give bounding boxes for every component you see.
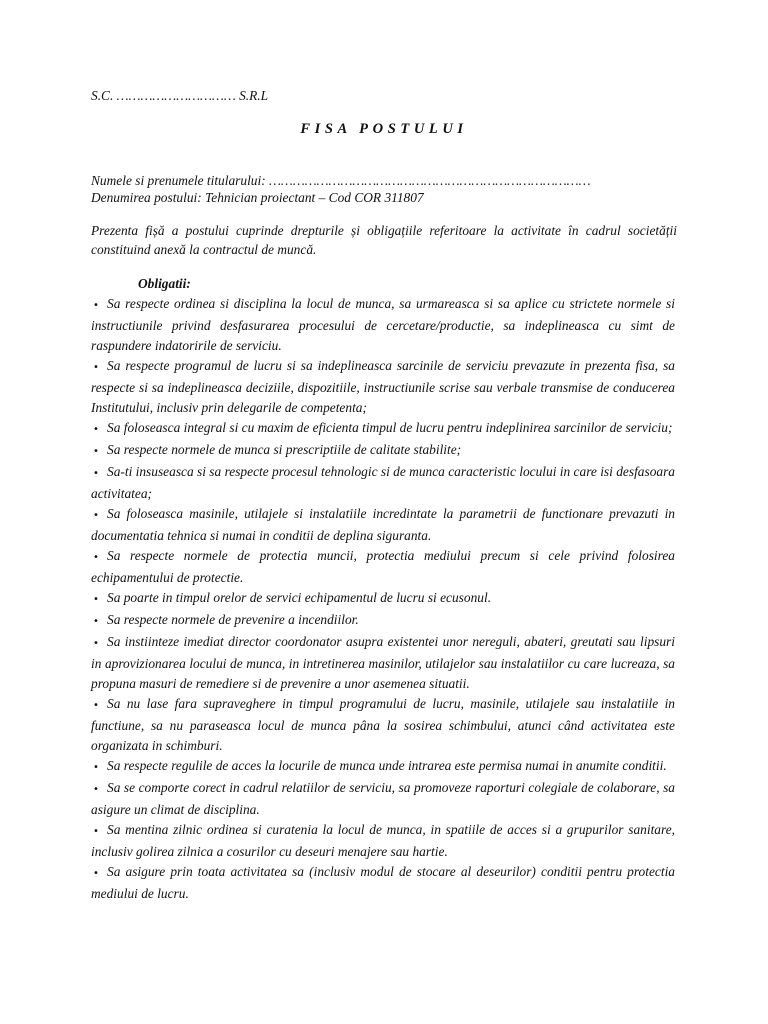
obligations-heading: Obligatii: (138, 276, 191, 291)
obligation-text: Sa respecte normele de protectia muncii, protectia mediului precum si cele privind folosirea echipamentului de protectie. (91, 548, 675, 585)
bullet-icon: • (93, 468, 99, 479)
bullet-icon: • (93, 700, 99, 711)
job-info (91, 172, 677, 206)
obligation-text: Sa instiinteze imediat director coordonator asupra existentei unor nereguli, abateri, greutati sau lipsuri in aprovizionarea locului de munca, in intretinerea masinilor, utilajelor sau instalatiilor cu care lucreaza, sa propuna masuri de remediere si de prevenire a unor asemenea situatii. (91, 634, 675, 691)
obligation-item (91, 610, 675, 632)
obligation-item (91, 694, 675, 756)
bullet-icon: • (93, 868, 99, 879)
bullet-icon: • (93, 594, 99, 605)
obligation-text: Sa respecte normele de prevenire a incendiilor. (107, 612, 359, 627)
bullet-icon: • (93, 446, 99, 457)
obligations-list (91, 294, 675, 904)
bullet-icon: • (93, 362, 99, 373)
bullet-icon: • (93, 762, 99, 773)
obligation-item (91, 356, 675, 418)
obligation-text: Sa respecte programul de lucru si sa indeplineasca sarcinile de serviciu prevazute in prezenta fisa, sa respecte si sa indeplineasca deciziile, dispozitiile, instructiunile scrise sau verbale transmise de conducerea Institutului, inclusiv prin delegarile de competenta; (91, 358, 675, 415)
obligation-item (91, 820, 675, 862)
obligation-item (91, 632, 675, 694)
obligation-item (91, 862, 675, 904)
obligation-text: Sa respecte regulile de acces la locurile de munca unde intrarea este permisa numai in anumite conditii. (107, 758, 667, 773)
obligation-item (91, 462, 675, 504)
obligation-text: Sa respecte ordinea si disciplina la locul de munca, sa urmareasca si sa aplice cu strictete normele si instructiunile privind desfasurarea procesului de cercetare/productie, sa indeplineasca cu simt de raspundere indatoririle de serviciu. (91, 296, 675, 353)
obligation-text: Sa se comporte corect in cadrul relatiilor de serviciu, sa promoveze raporturi colegiale de colaborare, sa asigure un climat de disciplina. (91, 780, 675, 817)
bullet-icon: • (93, 424, 99, 435)
bullet-icon: • (93, 300, 99, 311)
obligation-item (91, 294, 675, 356)
bullet-icon: • (93, 826, 99, 837)
bullet-icon: • (93, 552, 99, 563)
bullet-icon: • (93, 638, 99, 649)
intro-paragraph: Prezenta fișă a postului cuprinde drepturile și obligațiile referitoare la activitate în cadrul societății constituind anexă la contractul de muncă. (91, 223, 677, 257)
obligation-item (91, 440, 675, 462)
job-title-field: Denumirea postului: Tehnician proiectant – Cod COR 311807 (91, 190, 424, 205)
obligation-text: Sa asigure prin toata activitatea sa (inclusiv modul de stocare al deseurilor) conditii pentru protectia mediului de lucru. (91, 864, 675, 901)
obligation-item (91, 778, 675, 820)
bullet-icon: • (93, 616, 99, 627)
bullet-icon: • (93, 784, 99, 795)
obligation-text: Sa nu lase fara supraveghere in timpul programului de lucru, masinile, utilajele sau instalatiile in functiune, sa nu paraseasca locul de munca pâna la sosirea schimbului, atunci când activitatea este organizata in schimburi. (91, 696, 675, 753)
obligation-text: Sa mentina zilnic ordinea si curatenia la locul de munca, in spatiile de acces si a grupurilor sanitare, inclusiv golirea zilnica a cosurilor cu deseuri menajere sau hartie. (91, 822, 675, 859)
obligation-item (91, 756, 675, 778)
obligation-item (91, 504, 675, 546)
obligation-text: Sa poarte in timpul orelor de servici echipamentul de lucru si ecusonul. (107, 590, 492, 605)
obligation-text: Sa foloseasca integral si cu maxim de eficienta timpul de lucru pentru indeplinirea sarcinilor de serviciu; (107, 420, 673, 435)
bullet-icon: • (93, 510, 99, 521)
obligation-item (91, 418, 675, 440)
obligation-text: Sa foloseasca masinile, utilajele si instalatiile incredintate la parametrii de functionare prevazuti in documentatia tehnica si numai in conditii de deplina siguranta. (91, 506, 675, 543)
company-name: S.C. ………………………… S.R.L (91, 88, 269, 103)
obligation-text: Sa respecte normele de munca si prescriptiile de calitate stabilite; (107, 442, 462, 457)
obligation-item (91, 546, 675, 588)
document-title: FISA POSTULUI (300, 121, 468, 137)
obligation-text: Sa-ti insuseasca si sa respecte procesul tehnologic si de munca caracteristic locului in care isi desfasoara activitatea; (91, 464, 675, 501)
holder-name-field: Numele si prenumele titularului: ……………………………………………………………………… (91, 173, 591, 188)
obligation-item (91, 588, 675, 610)
